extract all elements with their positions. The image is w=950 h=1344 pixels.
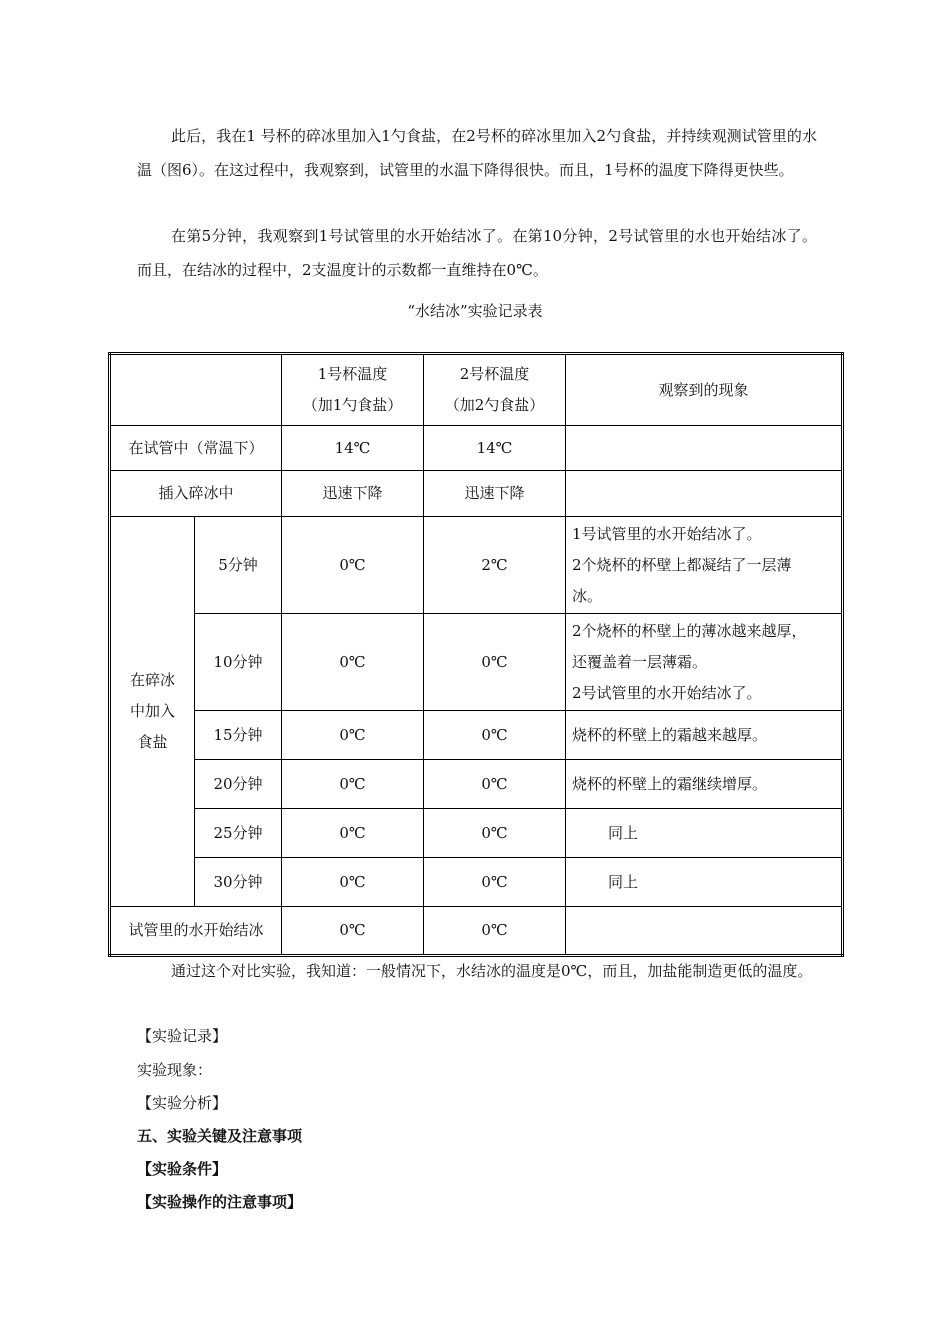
row-insert-cup1: 迅速下降 — [282, 471, 424, 517]
section-record: 【实验记录】 — [137, 1027, 228, 1045]
obs-line: 2个烧杯的杯壁上都凝结了一层薄 — [572, 555, 792, 574]
obs-line: 冰。 — [572, 586, 603, 605]
cup1-cell: 0℃ — [282, 809, 424, 858]
row-room-cup2: 14℃ — [424, 426, 566, 471]
row-room-label: 在试管中（常温下） — [110, 426, 282, 471]
cup1-cell: 0℃ — [282, 858, 424, 907]
row-room-cup1: 14℃ — [282, 426, 424, 471]
cup1-cell: 0℃ — [282, 760, 424, 809]
row-insert-obs — [566, 471, 843, 517]
cup1-cell: 0℃ — [282, 711, 424, 760]
row-freeze-cup2: 0℃ — [424, 907, 566, 956]
obs-cell: 烧杯的杯壁上的霜继续增厚。 — [566, 760, 843, 809]
header-cup2-line2: （加2勺食盐） — [444, 396, 545, 414]
table-row — [110, 426, 843, 471]
section-phenomenon: 实验现象： — [137, 1061, 213, 1079]
section-notes: 【实验操作的注意事项】 — [137, 1193, 303, 1211]
obs-line: 1号试管里的水开始结冰了。 — [572, 524, 762, 543]
header-cup1-line1: 1号杯温度 — [317, 365, 388, 383]
obs-cell — [566, 517, 843, 614]
table-row — [110, 907, 843, 956]
obs-line: 2号试管里的水开始结冰了。 — [572, 683, 762, 702]
table-row — [110, 760, 843, 809]
time-cell: 20分钟 — [195, 760, 282, 809]
table-row — [110, 711, 843, 760]
table-row — [110, 517, 843, 614]
obs-cell: 烧杯的杯壁上的霜越来越厚。 — [566, 711, 843, 760]
row-insert-label: 插入碎冰中 — [110, 471, 282, 517]
time-cell: 25分钟 — [195, 809, 282, 858]
header-empty-cell — [110, 354, 282, 426]
time-cell: 10分钟 — [195, 614, 282, 711]
cup2-cell: 0℃ — [424, 858, 566, 907]
obs-cell — [566, 614, 843, 711]
group-label-line3: 食盐 — [137, 733, 168, 751]
group-label-line1: 在碎冰 — [129, 671, 175, 689]
table-caption: “水结冰”实验记录表 — [407, 302, 543, 320]
cup2-cell: 0℃ — [424, 809, 566, 858]
obs-line: 还覆盖着一层薄霜。 — [572, 652, 708, 671]
obs-line: 2个烧杯的杯壁上的薄冰越来越厚， — [572, 621, 807, 640]
cup2-cell: 0℃ — [424, 711, 566, 760]
table-row — [110, 614, 843, 711]
table-row — [110, 858, 843, 907]
time-cell: 5分钟 — [195, 517, 282, 614]
cup2-cell: 0℃ — [424, 614, 566, 711]
group-label — [110, 517, 195, 907]
header-cup2-line1: 2号杯温度 — [459, 365, 530, 383]
header-cup1 — [282, 354, 424, 426]
header-observation: 观察到的现象 — [566, 354, 843, 426]
cup2-cell: 0℃ — [424, 760, 566, 809]
cup2-cell: 2℃ — [424, 517, 566, 614]
table-row — [110, 471, 843, 517]
row-freeze-label: 试管里的水开始结冰 — [110, 907, 282, 956]
table-header-row — [110, 354, 843, 426]
cup1-cell: 0℃ — [282, 614, 424, 711]
row-freeze-obs — [566, 907, 843, 956]
obs-cell: 同上 — [566, 858, 843, 907]
cup1-cell: 0℃ — [282, 517, 424, 614]
time-cell: 30分钟 — [195, 858, 282, 907]
header-cup1-line2: （加1勺食盐） — [302, 396, 403, 414]
section-conditions: 【实验条件】 — [137, 1160, 228, 1178]
row-room-obs — [566, 426, 843, 471]
paragraph-conclusion: 通过这个对比实验，我知道：一般情况下，水结冰的温度是0℃，而且，加盐能制造更低的温度。 — [171, 962, 813, 980]
header-cup2 — [424, 354, 566, 426]
group-label-line2: 中加入 — [129, 702, 175, 720]
table-row — [110, 809, 843, 858]
experiment-record-table — [108, 352, 844, 957]
row-freeze-cup1: 0℃ — [282, 907, 424, 956]
section-five-heading: 五、实验关键及注意事项 — [137, 1127, 303, 1145]
time-cell: 15分钟 — [195, 711, 282, 760]
row-insert-cup2: 迅速下降 — [424, 471, 566, 517]
paragraph-intro: 此后，我在1 号杯的碎冰里加入1勺食盐，在2号杯的碎冰里加入2勺食盐，并持续观测试管里的水温（图6）。在这过程中，我观察到，试管里的水温下降得很快。而且，1号杯的温度下降得更快些。 — [137, 127, 817, 179]
obs-cell: 同上 — [566, 809, 843, 858]
section-analysis: 【实验分析】 — [137, 1094, 228, 1112]
paragraph-observation: 在第5分钟，我观察到1号试管里的水开始结冰了。在第10分钟，2号试管里的水也开始结冰了。而且，在结冰的过程中，2支温度计的示数都一直维持在0℃。 — [137, 227, 817, 279]
